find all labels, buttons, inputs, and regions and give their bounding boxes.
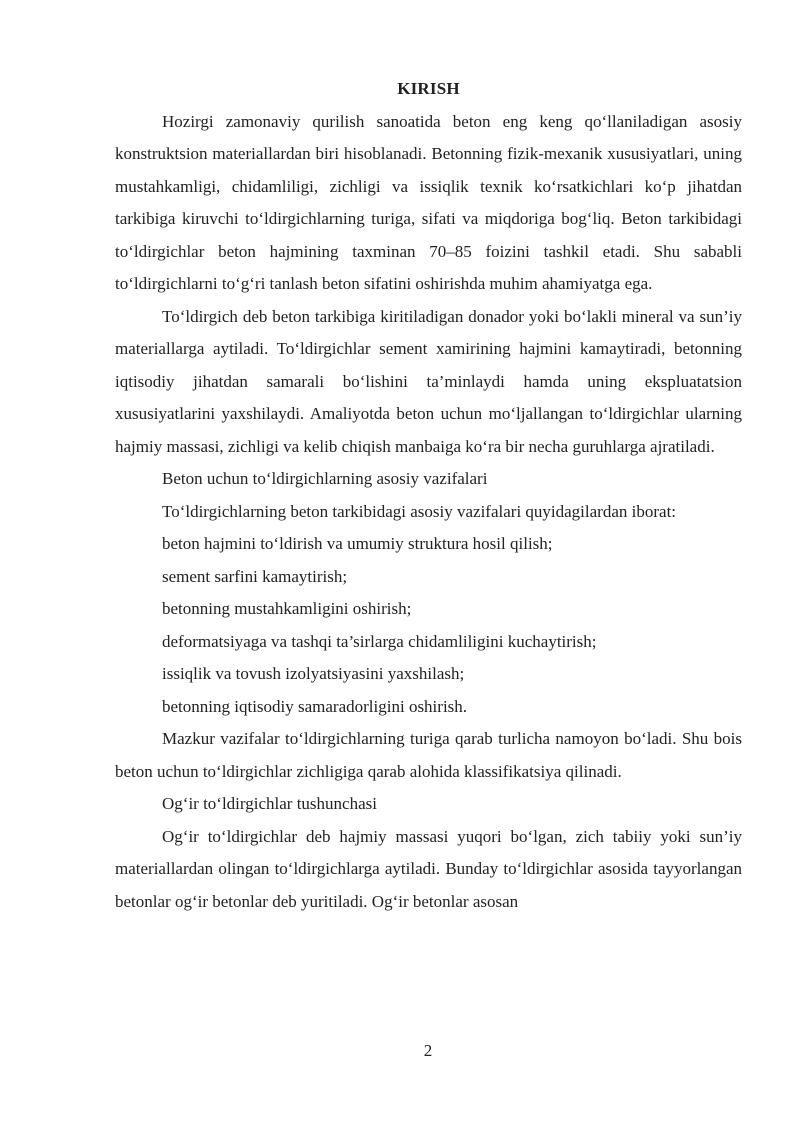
list-item: beton hajmini to‘ldirish va umumiy struktura hosil qilish; xyxy=(162,534,553,553)
paragraph-classification: Mazkur vazifalar to‘ldirgichlarning turiga qarab turlicha namoyon bo‘ladi. Shu bois beton uchun to‘ldirgichlar zichligiga qarab alohida klassifikatsiya qilinadi. xyxy=(115,729,742,781)
list-item: betonning mustahkamligini oshirish; xyxy=(162,599,412,618)
section-heading: KIRISH xyxy=(397,79,460,98)
subheading-heavy-aggregates: Og‘ir to‘ldirgichlar tushunchasi xyxy=(162,794,377,813)
subheading-functions: Beton uchun to‘ldirgichlarning asosiy vazifalari xyxy=(162,469,488,488)
page-number: 2 xyxy=(423,1041,433,1060)
paragraph-definition: To‘ldirgich deb beton tarkibiga kiritiladigan donador yoki bo‘lakli mineral va sun’iy materiallarga aytiladi. To‘ldirgichlar sement xamirining hajmini kamaytiradi, betonning iqtisodiy jihatdan samarali bo‘lishini ta’minlaydi hamda uning ekspluatatsion xususiyatlarini yaxshilaydi. Amaliyotda beton uchun mo‘ljallangan to‘ldirgichlar ularning hajmiy massasi, zichligi va kelib chiqish manbaiga ko‘ra bir necha guruhlarga ajratiladi. xyxy=(115,306,742,456)
paragraph-heavy-aggregates: Og‘ir to‘ldirgichlar deb hajmiy massasi yuqori bo‘lgan, zich tabiiy yoki sun’iy materiallardan olingan to‘ldirgichlarga aytiladi. Bunday to‘ldirgichlar asosida tayyorlangan betonlar og‘ir betonlar deb yuritiladi. Og‘ir betonlar asosan xyxy=(115,826,742,911)
list-item: deformatsiyaga va tashqi ta’sirlarga chidamliligini kuchaytirish; xyxy=(162,631,597,651)
document-page xyxy=(115,73,742,918)
list-item: issiqlik va tovush izolyatsiyasini yaxshilash; xyxy=(162,664,465,683)
functions-intro-line: To‘ldirgichlarning beton tarkibidagi asosiy vazifalari quyidagilardan iborat: xyxy=(162,501,677,521)
list-item: sement sarfini kamaytirish; xyxy=(162,566,348,586)
list-item: betonning iqtisodiy samaradorligini oshirish. xyxy=(162,696,468,716)
paragraph-intro: Hozirgi zamonaviy qurilish sanoatida beton eng keng qo‘llaniladigan asosiy konstruktsion materiallardan biri hisoblanadi. Betonning fizik-mexanik xususiyatlari, uning mustahkamligi, chidamliligi, zichligi va issiqlik texnik ko‘rsatkichlari ko‘p jihatdan tarkibiga kiruvchi to‘ldirgichlarning turiga, sifati va miqdoriga bog‘liq. Beton tarkibidagi to‘ldirgichlar beton hajmining taxminan 70–85 foizini tashkil etadi. Shu sababli to‘ldirgichlarni to‘g‘ri tanlash beton sifatini oshirishda muhim ahamiyatga ega. xyxy=(115,111,742,293)
